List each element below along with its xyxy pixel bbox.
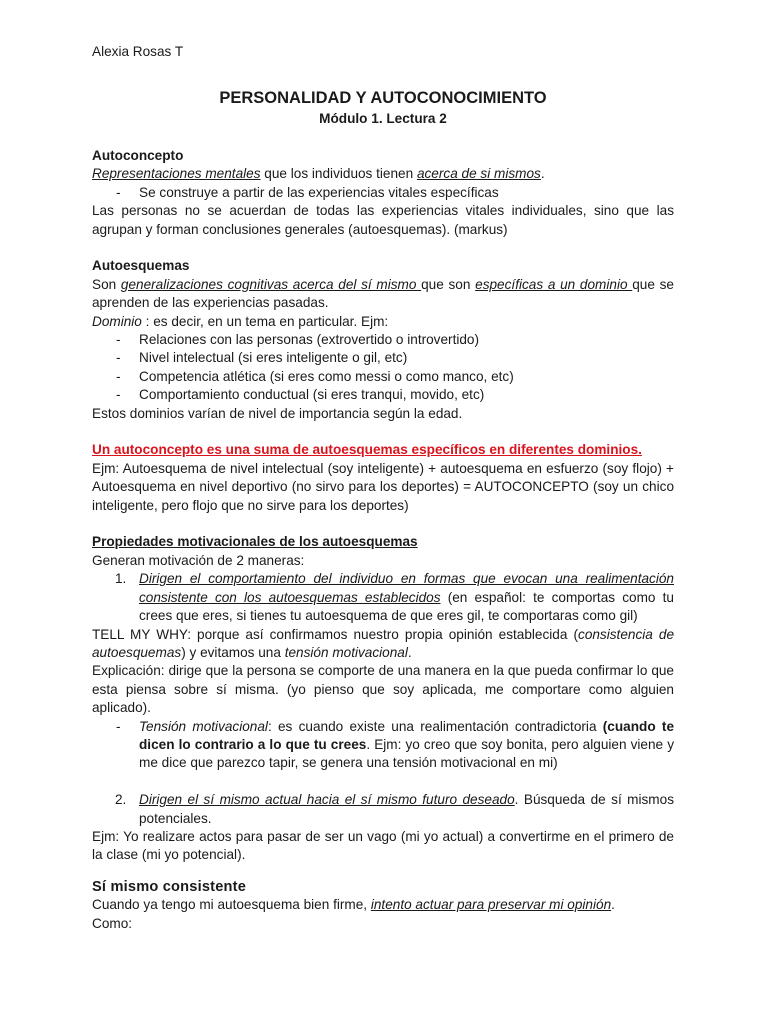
bullet-item: - Comportamiento conductual (si eres tranqui, movido, etc)	[92, 386, 674, 404]
section-heading-autoconcepto: Autoconcepto	[92, 148, 184, 163]
suma-example: Ejm: Autoesquema de nivel intelectual (soy inteligente) + autoesquema en esfuerzo (soy flojo) + Autoesquema en nivel deportivo (no sirvo para los deportes) = AUTOCONCEPTO (soy un chico inteligente, pero flojo que no sirve para los deportes)	[92, 460, 674, 513]
term-tension: tensión motivacional	[284, 644, 408, 660]
term-preservar: intento actuar para preservar mi opinión	[370, 897, 612, 913]
list-number: 1.	[115, 571, 127, 587]
text-run: : es decir, en un tema en particular. Ejm:	[141, 313, 389, 329]
term-acerca: acerca de si mismos	[416, 166, 541, 182]
term-consistencia: consistencia de autoesquemas	[92, 626, 675, 660]
document-title: PERSONALIDAD Y AUTOCONOCIMIENTO	[219, 89, 547, 107]
bullet-item: - Se construye a partir de las experiencias vitales específicas	[92, 184, 674, 202]
explicacion-paragraph: Explicación: dirige que la persona se comporte de una manera en la que pueda confirmar lo que esta piensa sobre sí misma. (yo pienso que soy aplicada, me comportare como alguien aplicado).	[92, 663, 674, 716]
text-run: .	[407, 644, 412, 660]
term-dominio: Dominio	[92, 313, 142, 329]
text-run: que son	[421, 276, 476, 292]
consistente-paragraph	[92, 896, 674, 914]
term-generalizaciones: generalizaciones cognitivas acerca del sí mismo	[120, 276, 422, 292]
item1-emphasis: Dirigen el comportamiento del individuo en formas que evocan una realimentación consistente con los autoesquemas establecidos	[139, 571, 674, 605]
dominio-definition	[92, 313, 674, 331]
text-run: que los individuos tienen	[260, 166, 417, 182]
propiedades-intro: Generan motivación de 2 maneras:	[92, 552, 305, 568]
text-run: .	[611, 897, 615, 913]
text-run: . Ejm: yo creo que soy bonita, pero alguien viene y me dice que parezco tapir, se genera una tensión motivacional en mi)	[139, 736, 675, 771]
bullet-item: - Competencia atlética (si eres como messi o como manco, etc)	[92, 368, 674, 386]
document-subtitle: Módulo 1. Lectura 2	[319, 111, 447, 126]
list-number: 2.	[115, 792, 127, 808]
tension-bold: (cuando te dicen lo contrario a lo que tu crees	[139, 718, 674, 752]
text-run: : es cuando existe una realimentación contradictoria	[267, 718, 603, 734]
text-run: que se aprenden de las experiencias pasadas.	[92, 276, 674, 311]
autoesquemas-definition	[92, 276, 674, 313]
tell-my-why	[92, 626, 674, 663]
bullet-item: - Nivel intelectual (si eres inteligente o gil, etc)	[92, 349, 674, 367]
bullet-item: - Relaciones con las personas (extrovertido o introvertido)	[92, 331, 674, 349]
text-run: TELL MY WHY: porque así confirmamos nuestro propia opinión establecida (	[92, 626, 579, 642]
autoesquemas-closing: Estos dominios varían de nivel de importancia según la edad.	[92, 405, 463, 421]
highlight-statement: Un autoconcepto es una suma de autoesquemas específicos en diferentes dominios.	[92, 442, 642, 458]
text-run: Cuando ya tengo mi autoesquema bien firme,	[92, 897, 371, 913]
author-name: Alexia Rosas T	[92, 44, 184, 59]
text-run: Son	[92, 276, 121, 292]
text-run: (en español: te comportas como tu crees que eres, si tienes tu autoesquema de que eres gil, te comportaras como gil)	[139, 589, 674, 624]
item2-emphasis: Dirigen el sí mismo actual hacia el sí mismo futuro deseado	[139, 792, 515, 808]
autoconcepto-definition	[92, 165, 674, 183]
text-run: ) y evitamos una	[181, 644, 285, 660]
text-run: .	[540, 166, 545, 182]
section-heading-consistente: Sí mismo consistente	[92, 878, 247, 895]
example2-paragraph: Ejm: Yo realizare actos para pasar de ser un vago (mi yo actual) a convertirme en el primero de la clase (mi yo potencial).	[92, 828, 674, 863]
section-heading-autoesquemas: Autoesquemas	[92, 258, 190, 274]
document-body	[92, 147, 674, 933]
section-heading-propiedades: Propiedades motivacionales de los autoesquemas	[92, 534, 418, 550]
numbered-item-1	[92, 570, 674, 625]
term-especificas: específicas a un dominio	[475, 276, 633, 292]
tension-bullet	[92, 718, 674, 773]
autoconcepto-paragraph: Las personas no se acuerdan de todas las experiencias vitales individuales, sino que las agrupan y forman conclusiones generales (autoesquemas). (markus)	[92, 203, 674, 237]
numbered-item-2	[92, 791, 674, 828]
text-run: . Búsqueda de sí mismos potenciales.	[139, 792, 674, 826]
term-representaciones: Representaciones mentales	[92, 166, 261, 182]
como-line: Como:	[92, 915, 133, 931]
term-tension-motivacional: Tensión motivacional	[139, 718, 268, 734]
